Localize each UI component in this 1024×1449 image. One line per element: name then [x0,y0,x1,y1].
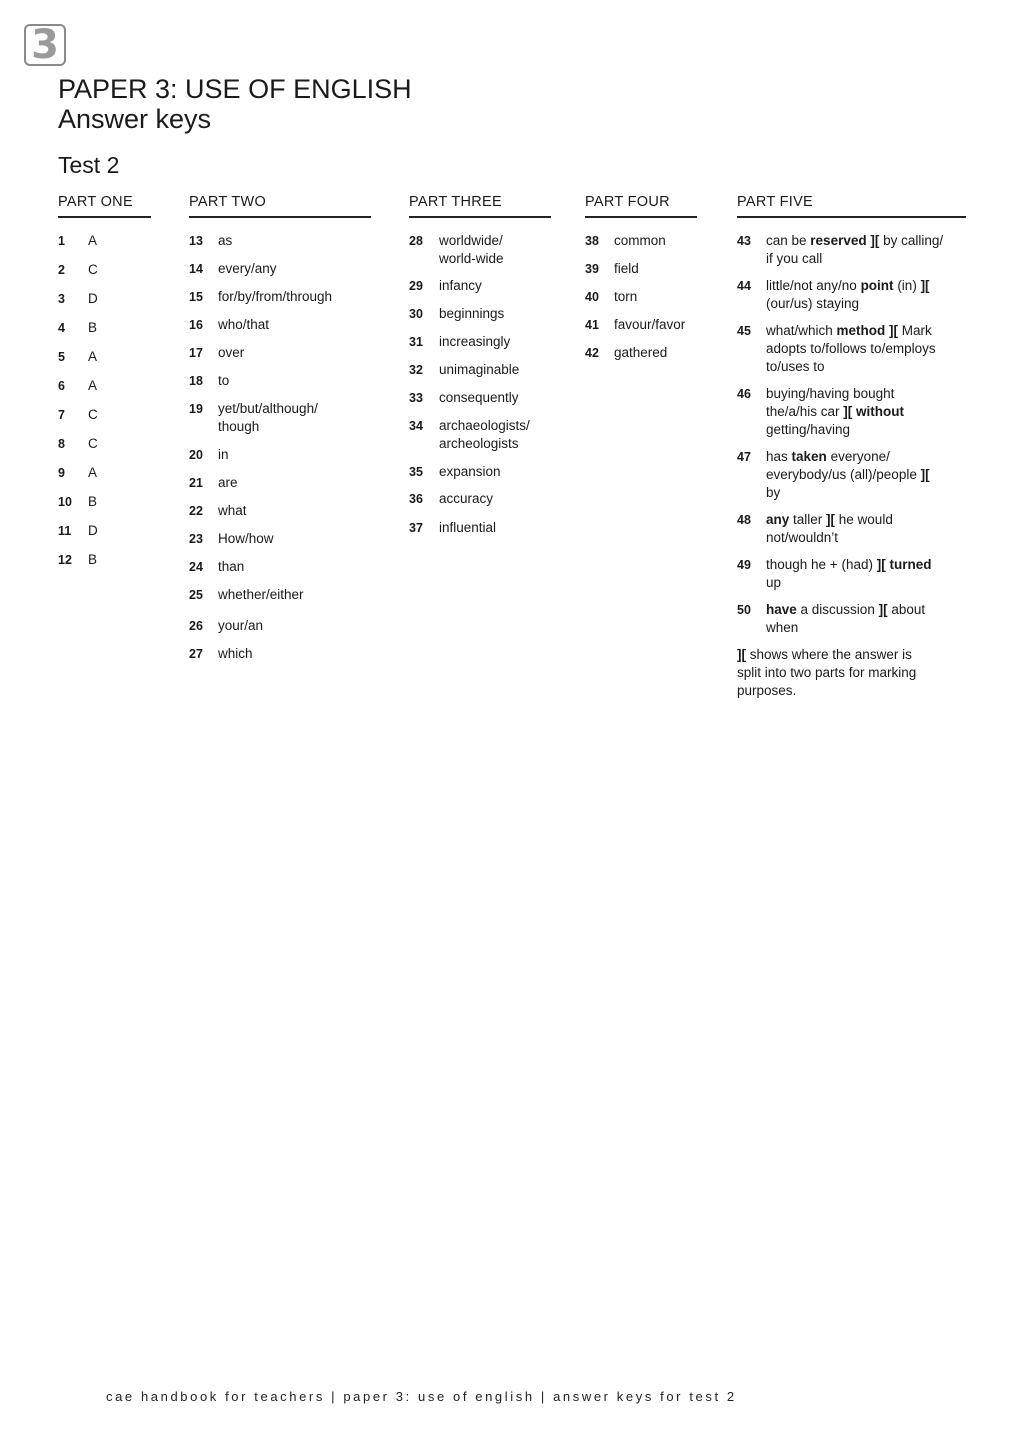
question-number: 3 [58,292,65,306]
page-title: PAPER 3: USE OF ENGLISH [58,74,412,104]
question-number: 17 [189,346,203,360]
keyword-segment: point [860,278,894,293]
answer-item [585,316,697,334]
keyword-segment: any [766,512,790,527]
answer-item [189,502,371,520]
paper-number-badge: 3 [24,24,66,66]
answer-item [58,290,151,308]
part-five-column [737,194,966,700]
keyword-segment: ][ [878,602,888,617]
answer-item [189,530,371,548]
answer-item [58,319,151,337]
answer-text: which [218,646,253,661]
answer-item [189,474,371,492]
question-number: 12 [58,553,72,567]
answer-text: favour/favor [614,317,686,332]
question-number: 22 [189,504,203,518]
question-number: 36 [409,492,423,506]
answer-item [58,406,151,424]
answer-item [585,344,697,362]
question-number: 5 [58,350,65,364]
question-number: 47 [737,450,751,464]
answer-item [58,377,151,395]
answer-item [189,344,371,362]
answer-item [409,417,551,453]
answer-item [58,551,151,569]
answer-text: torn [614,289,638,304]
answer-item [409,490,551,508]
page-footer: cae handbook for teachers | paper 3: use of english | answer keys for test 2 [106,1389,737,1404]
answer-item [58,522,151,540]
answer-item [585,232,697,250]
answer-text: How/how [218,531,274,546]
answer-text: whether/either [218,587,304,602]
answer-text: who/that [218,317,270,332]
answer-item [409,232,551,268]
part-two-heading: PART TWO [189,194,371,218]
text-segment: (in) [893,278,921,293]
answer-item [409,519,551,537]
text-segment: can be [766,233,811,248]
question-number: 7 [58,408,65,422]
answer-text: B [88,552,98,567]
answer-text: B [88,320,98,335]
keyword-segment: ][ turned [876,557,932,572]
text-segment: by calling/ if you call [766,233,944,266]
question-number: 45 [737,324,751,338]
answer-text: over [218,345,245,360]
answer-item [737,385,966,439]
answer-text: A [88,349,98,364]
text-segment: Mark adopts to/follows to/employs to/uses to [766,323,936,374]
answer-item [189,316,371,334]
answer-text [766,385,966,439]
answer-text: A [88,378,98,393]
part-three-column [409,194,551,548]
part-three-list [409,232,551,537]
question-number: 43 [737,234,751,248]
answer-item [737,556,966,592]
question-number: 30 [409,307,423,321]
part-one-list [58,232,151,569]
keyword-segment: reserved ][ [810,233,880,248]
part-four-heading: PART FOUR [585,194,697,218]
answer-text [766,556,966,592]
text-segment: taller [789,512,827,527]
question-number: 16 [189,318,203,332]
answer-text: C [88,407,98,422]
answer-text: C [88,436,98,451]
answer-text [766,601,966,637]
answer-text: D [88,291,98,306]
question-number: 19 [189,402,203,416]
answer-item [58,232,151,250]
keyword-segment: have [766,602,797,617]
answer-text: D [88,523,98,538]
answer-item [189,372,371,390]
text-segment: getting/having [766,422,851,437]
question-number: 46 [737,387,751,401]
keyword-segment: ][ [920,467,930,482]
part-four-column [585,194,697,372]
answer-item [409,277,551,295]
part-two-list [189,232,371,663]
text-segment: has [766,449,792,464]
answer-text: as [218,233,233,248]
question-number: 13 [189,234,203,248]
split-marker: ][ [737,647,746,662]
part-two-column [189,194,371,673]
answer-text: accuracy [439,491,494,506]
question-number: 31 [409,335,423,349]
part-one-heading: PART ONE [58,194,151,218]
part-four-list [585,232,697,362]
answer-text: every/any [218,261,277,276]
answer-text [766,511,966,547]
question-number: 28 [409,234,423,248]
answer-item [409,463,551,481]
question-number: 49 [737,558,751,572]
answer-text: are [218,475,238,490]
question-number: 40 [585,290,599,304]
question-number: 1 [58,234,65,248]
answer-item [585,288,697,306]
answer-text: archaeologists/ archeologists [439,418,530,451]
answer-text: for/by/from/through [218,289,333,304]
answer-item [189,586,371,604]
answer-text: field [614,261,639,276]
answer-item [189,288,371,306]
answer-item [189,617,371,635]
answer-text: influential [439,520,497,535]
answer-item [189,446,371,464]
question-number: 48 [737,513,751,527]
answer-text: B [88,494,98,509]
text-segment: about when [766,602,926,635]
text-segment: little/not any/no [766,278,861,293]
answer-item [58,261,151,279]
question-number: 33 [409,391,423,405]
answer-item [737,322,966,376]
answer-text: infancy [439,278,482,293]
answer-text: unimaginable [439,362,520,377]
answer-item [409,361,551,379]
answer-item [189,400,371,436]
answer-text: yet/but/although/ though [218,401,318,434]
question-number: 20 [189,448,203,462]
question-number: 9 [58,466,65,480]
text-segment: everyone/ everybody/us (all)/people [766,449,917,482]
question-number: 23 [189,532,203,546]
answer-item [737,277,966,313]
question-number: 4 [58,321,65,335]
answer-text: worldwide/ world-wide [439,233,504,266]
answer-text [766,277,966,313]
question-number: 24 [189,560,203,574]
keyword-segment: method ][ [836,323,899,338]
keyword-segment: ][ without [843,404,905,419]
answer-item [58,493,151,511]
answer-text: C [88,262,98,277]
answer-item [189,260,371,278]
question-number: 38 [585,234,599,248]
question-number: 21 [189,476,203,490]
answer-text: what [218,503,247,518]
question-number: 2 [58,263,65,277]
answer-item [409,389,551,407]
answer-text: A [88,233,98,248]
answer-item [189,558,371,576]
text-segment: what/which [766,323,837,338]
page-subtitle: Answer keys [58,104,212,134]
answer-item [409,305,551,323]
answer-item [409,333,551,351]
question-number: 32 [409,363,423,377]
text-segment: a discussion [796,602,879,617]
answer-item [58,435,151,453]
question-number: 14 [189,262,203,276]
keyword-segment: ][ [920,278,930,293]
answer-text: expansion [439,464,501,479]
question-number: 39 [585,262,599,276]
part-five-list [737,232,966,637]
text-segment: (our/us) staying [766,296,860,311]
text-segment: he would not/wouldn’t [766,512,893,545]
question-number: 29 [409,279,423,293]
answer-text: to [218,373,230,388]
text-segment: up [766,575,782,590]
marking-note-text: shows where the answer is split into two parts for marking purposes. [737,647,917,698]
answer-text [766,322,966,376]
question-number: 34 [409,419,423,433]
answer-text [766,448,966,502]
question-number: 42 [585,346,599,360]
answer-text: in [218,447,229,462]
marking-note [737,646,966,700]
part-one-column [58,194,151,580]
question-number: 6 [58,379,65,393]
question-number: 26 [189,619,203,633]
text-segment: by [766,485,781,500]
question-number: 44 [737,279,751,293]
answer-item [737,448,966,502]
answer-text [766,232,966,268]
test-label: Test 2 [58,152,120,178]
question-number: 27 [189,647,203,661]
question-number: 35 [409,465,423,479]
keyword-segment: ][ [826,512,836,527]
question-number: 15 [189,290,203,304]
question-number: 18 [189,374,203,388]
answer-text: consequently [439,390,519,405]
text-segment: though he + (had) [766,557,877,572]
part-five-heading: PART FIVE [737,194,966,218]
answer-text: gathered [614,345,668,360]
question-number: 8 [58,437,65,451]
answer-item [189,645,371,663]
part-three-heading: PART THREE [409,194,551,218]
keyword-segment: taken [791,449,827,464]
answer-item [58,348,151,366]
question-number: 50 [737,603,751,617]
question-number: 41 [585,318,599,332]
answer-item [585,260,697,278]
question-number: 11 [58,524,72,538]
answer-item [58,464,151,482]
answer-text: A [88,465,98,480]
answer-text: than [218,559,245,574]
answer-item [737,511,966,547]
question-number: 10 [58,495,72,509]
answer-item [189,232,371,250]
answer-text: common [614,233,666,248]
answer-text: your/an [218,618,264,633]
text-segment: buying/having bought the/a/his car [766,386,895,419]
answer-text: beginnings [439,306,505,321]
question-number: 25 [189,588,203,602]
answer-item [737,601,966,637]
answer-text: increasingly [439,334,511,349]
question-number: 37 [409,521,423,535]
answer-item [737,232,966,268]
